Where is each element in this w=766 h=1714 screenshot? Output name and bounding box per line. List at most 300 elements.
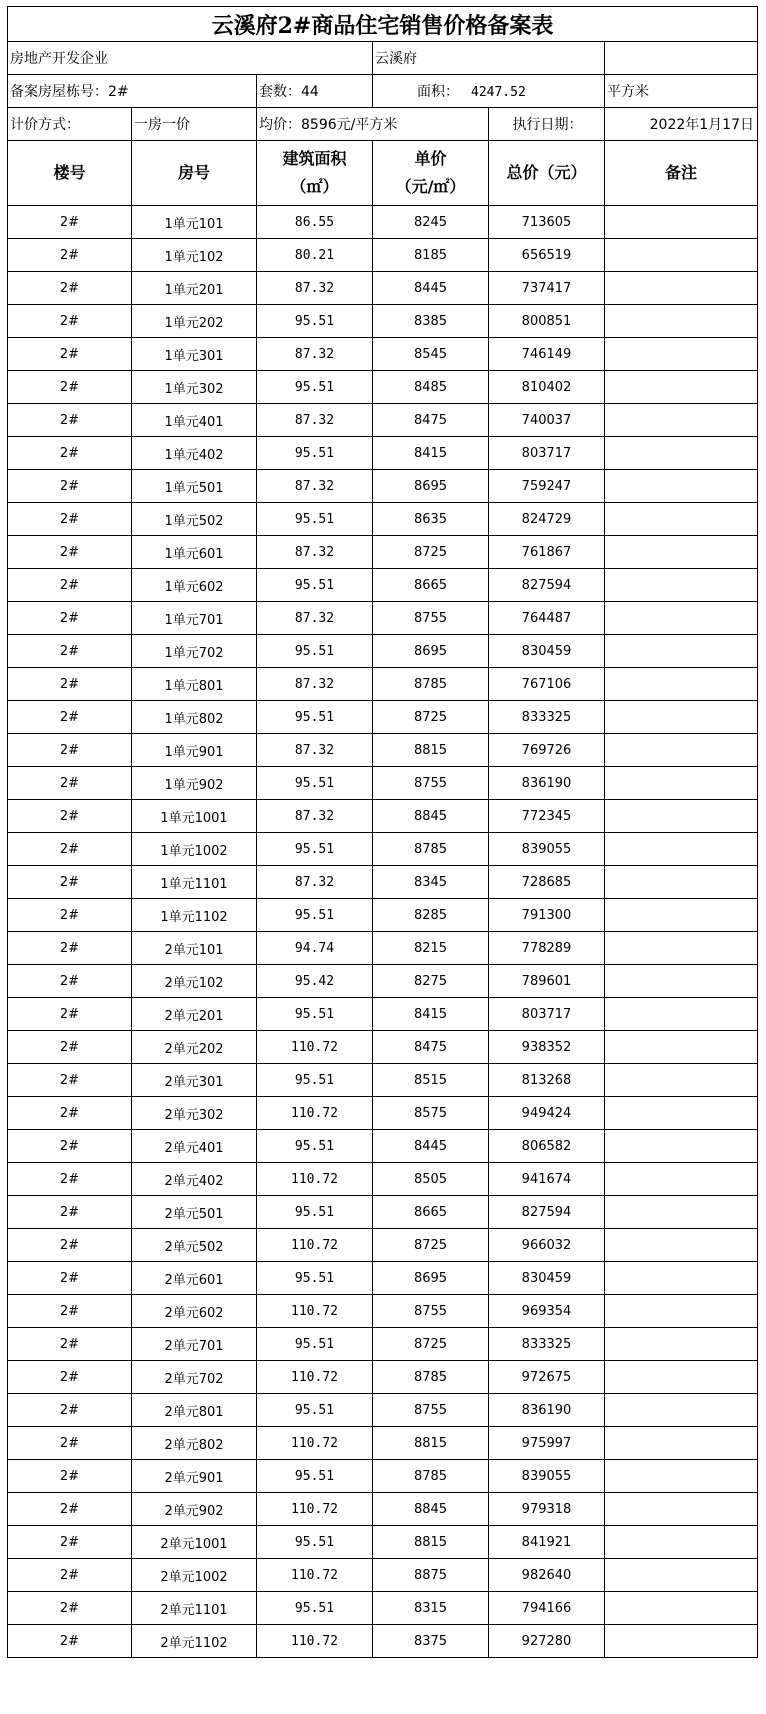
cell-building: 2# [8,305,132,338]
cell-total: 827594 [489,569,605,602]
col-remark-header: 备注 [605,141,758,206]
building-info-row [8,75,758,108]
cell-room: 2单元902 [132,1493,257,1526]
cell-total: 759247 [489,470,605,503]
cell-unit-price: 8475 [373,1031,489,1064]
cell-room: 1单元102 [132,239,257,272]
cell-total: 949424 [489,1097,605,1130]
cell-building: 2# [8,1460,132,1493]
cell-area: 95.51 [257,833,373,866]
cell-area: 110.72 [257,1427,373,1460]
cell-area: 95.51 [257,1262,373,1295]
cell-remark [605,272,758,305]
cell-room: 1单元401 [132,404,257,437]
cell-total: 836190 [489,1394,605,1427]
cell-total: 810402 [489,371,605,404]
cell-total: 841921 [489,1526,605,1559]
cell-room: 1单元801 [132,668,257,701]
pricing-value: 一房一价 [132,108,257,141]
table-row [8,1229,758,1262]
cell-remark [605,437,758,470]
cell-total: 789601 [489,965,605,998]
cell-building: 2# [8,767,132,800]
cell-area: 87.32 [257,404,373,437]
cell-unit-price: 8245 [373,206,489,239]
area-label: 面积： [417,84,459,100]
cell-building: 2# [8,404,132,437]
cell-room: 1单元301 [132,338,257,371]
cell-total: 803717 [489,437,605,470]
cell-remark [605,1427,758,1460]
cell-building: 2# [8,602,132,635]
cell-area: 94.74 [257,932,373,965]
table-row [8,1394,758,1427]
table-row [8,503,758,536]
cell-unit-price: 8695 [373,470,489,503]
cell-unit-price: 8755 [373,1295,489,1328]
table-row [8,1097,758,1130]
cell-total: 806582 [489,1130,605,1163]
cell-room: 1单元302 [132,371,257,404]
cell-total: 737417 [489,272,605,305]
avg-price: 均价：8596元/平方米 [257,108,489,141]
cell-unit-price: 8785 [373,1361,489,1394]
table-row [8,866,758,899]
table-row [8,701,758,734]
cell-building: 2# [8,1493,132,1526]
cell-remark [605,1394,758,1427]
cell-room: 2单元201 [132,998,257,1031]
cell-building: 2# [8,371,132,404]
cell-total: 803717 [489,998,605,1031]
cell-remark [605,1328,758,1361]
cell-area: 110.72 [257,1625,373,1658]
table-row [8,437,758,470]
table-row [8,965,758,998]
cell-room: 1单元702 [132,635,257,668]
table-row [8,932,758,965]
cell-remark [605,767,758,800]
cell-remark [605,1295,758,1328]
cell-area: 95.51 [257,701,373,734]
table-row [8,470,758,503]
cell-total: 927280 [489,1625,605,1658]
cell-total: 827594 [489,1196,605,1229]
cell-room: 2单元602 [132,1295,257,1328]
cell-area: 110.72 [257,1361,373,1394]
cell-area: 95.51 [257,305,373,338]
cell-unit-price: 8315 [373,1592,489,1625]
cell-total: 713605 [489,206,605,239]
table-row [8,239,758,272]
cell-remark [605,371,758,404]
cell-remark [605,965,758,998]
cell-area: 110.72 [257,1559,373,1592]
cell-room: 1单元802 [132,701,257,734]
cell-room: 1单元901 [132,734,257,767]
cell-unit-price: 8725 [373,1328,489,1361]
column-header-row [8,141,758,206]
cell-building: 2# [8,899,132,932]
cell-remark [605,1559,758,1592]
cell-building: 2# [8,437,132,470]
table-row [8,602,758,635]
cell-unit-price: 8725 [373,1229,489,1262]
col-area-header-line2: （㎡） [290,177,339,196]
cell-remark [605,503,758,536]
table-row [8,767,758,800]
title-row [8,7,758,42]
col-price-header-line1: 单价 [414,149,447,168]
cell-area: 110.72 [257,1097,373,1130]
cell-total: 800851 [489,305,605,338]
table-row [8,272,758,305]
cell-total: 830459 [489,1262,605,1295]
table-row [8,1559,758,1592]
cell-unit-price: 8415 [373,998,489,1031]
page-title: 云溪府2#商品住宅销售价格备案表 [8,7,758,42]
cell-building: 2# [8,701,132,734]
developer-row [8,42,758,75]
cell-total: 982640 [489,1559,605,1592]
cell-area: 95.51 [257,1130,373,1163]
cell-total: 966032 [489,1229,605,1262]
cell-building: 2# [8,1097,132,1130]
cell-room: 2单元901 [132,1460,257,1493]
cell-remark [605,1625,758,1658]
cell-building: 2# [8,569,132,602]
cell-remark [605,932,758,965]
cell-unit-price: 8275 [373,965,489,998]
cell-area: 110.72 [257,1295,373,1328]
cell-remark [605,701,758,734]
cell-unit-price: 8215 [373,932,489,965]
area-value: 4247.52 [471,85,526,100]
cell-area: 87.32 [257,734,373,767]
col-room-header: 房号 [132,141,257,206]
table-row [8,1328,758,1361]
cell-room: 1单元1102 [132,899,257,932]
cell-remark [605,1196,758,1229]
table-row [8,1361,758,1394]
table-row [8,899,758,932]
cell-remark [605,1592,758,1625]
cell-remark [605,1229,758,1262]
cell-room: 1单元1001 [132,800,257,833]
cell-area: 87.32 [257,866,373,899]
cell-building: 2# [8,734,132,767]
cell-unit-price: 8785 [373,668,489,701]
table-row [8,800,758,833]
cell-area: 110.72 [257,1493,373,1526]
cell-area: 110.72 [257,1031,373,1064]
table-row [8,569,758,602]
cell-area: 87.32 [257,668,373,701]
cell-area: 87.32 [257,338,373,371]
exec-date-label: 执行日期： [489,108,605,141]
cell-area: 95.51 [257,1328,373,1361]
cell-remark [605,1163,758,1196]
table-row [8,998,758,1031]
cell-unit-price: 8575 [373,1097,489,1130]
cell-area: 95.51 [257,1460,373,1493]
cell-unit-price: 8785 [373,833,489,866]
cell-total: 656519 [489,239,605,272]
cell-remark [605,602,758,635]
table-row [8,536,758,569]
cell-room: 1单元601 [132,536,257,569]
cell-unit-price: 8815 [373,1526,489,1559]
price-filing-table [7,6,758,1658]
cell-remark [605,668,758,701]
cell-total: 791300 [489,899,605,932]
cell-unit-price: 8875 [373,1559,489,1592]
cell-unit-price: 8845 [373,800,489,833]
pricing-label: 计价方式： [8,108,132,141]
cell-unit-price: 8785 [373,1460,489,1493]
cell-room: 2单元502 [132,1229,257,1262]
cell-area: 95.51 [257,899,373,932]
cell-room: 1单元101 [132,206,257,239]
units-label: 套数：44 [257,75,373,108]
cell-room: 2单元701 [132,1328,257,1361]
cell-building: 2# [8,1064,132,1097]
cell-building: 2# [8,1295,132,1328]
cell-area: 95.51 [257,1394,373,1427]
cell-unit-price: 8445 [373,1130,489,1163]
cell-total: 979318 [489,1493,605,1526]
cell-building: 2# [8,536,132,569]
table-row [8,1031,758,1064]
cell-unit-price: 8385 [373,305,489,338]
cell-room: 1单元1002 [132,833,257,866]
cell-unit-price: 8755 [373,602,489,635]
cell-unit-price: 8475 [373,404,489,437]
cell-area: 95.51 [257,371,373,404]
cell-area: 87.32 [257,536,373,569]
cell-remark [605,305,758,338]
cell-building: 2# [8,1328,132,1361]
cell-unit-price: 8635 [373,503,489,536]
cell-room: 1单元1101 [132,866,257,899]
cell-total: 769726 [489,734,605,767]
col-price-header-line2: （元/㎡） [395,177,466,196]
cell-room: 2单元801 [132,1394,257,1427]
cell-area: 95.51 [257,1196,373,1229]
cell-building: 2# [8,833,132,866]
cell-total: 813268 [489,1064,605,1097]
table-row [8,1427,758,1460]
col-area-header [257,141,373,206]
table-row [8,1493,758,1526]
cell-building: 2# [8,1559,132,1592]
col-area-header-line1: 建筑面积 [282,149,347,168]
cell-remark [605,800,758,833]
table-row [8,1163,758,1196]
table-row [8,1295,758,1328]
cell-building: 2# [8,1427,132,1460]
cell-room: 2单元401 [132,1130,257,1163]
cell-total: 794166 [489,1592,605,1625]
cell-room: 2单元101 [132,932,257,965]
cell-remark [605,1361,758,1394]
cell-total: 740037 [489,404,605,437]
cell-total: 833325 [489,701,605,734]
table-row [8,1526,758,1559]
cell-room: 2单元102 [132,965,257,998]
cell-room: 2单元301 [132,1064,257,1097]
cell-unit-price: 8725 [373,701,489,734]
cell-building: 2# [8,239,132,272]
table-row [8,1064,758,1097]
table-row [8,1592,758,1625]
cell-area: 95.51 [257,503,373,536]
cell-room: 1单元402 [132,437,257,470]
cell-unit-price: 8665 [373,569,489,602]
developer-label: 房地产开发企业 [8,42,373,75]
cell-building: 2# [8,1394,132,1427]
cell-total: 767106 [489,668,605,701]
cell-unit-price: 8285 [373,899,489,932]
table-row [8,404,758,437]
cell-area: 95.51 [257,569,373,602]
cell-room: 1单元902 [132,767,257,800]
cell-room: 2单元802 [132,1427,257,1460]
cell-unit-price: 8755 [373,1394,489,1427]
cell-unit-price: 8345 [373,866,489,899]
cell-area: 95.51 [257,1592,373,1625]
cell-room: 2单元1001 [132,1526,257,1559]
cell-room: 2单元402 [132,1163,257,1196]
cell-unit-price: 8695 [373,635,489,668]
area-unit: 平方米 [605,75,758,108]
cell-total: 975997 [489,1427,605,1460]
table-row [8,338,758,371]
cell-area: 95.51 [257,1526,373,1559]
cell-remark [605,338,758,371]
cell-remark [605,1262,758,1295]
col-price-header [373,141,489,206]
cell-building: 2# [8,206,132,239]
cell-remark [605,569,758,602]
cell-remark [605,239,758,272]
table-row [8,1130,758,1163]
cell-building: 2# [8,503,132,536]
cell-room: 2单元1002 [132,1559,257,1592]
table-row [8,1262,758,1295]
cell-unit-price: 8445 [373,272,489,305]
cell-area: 95.51 [257,767,373,800]
cell-unit-price: 8755 [373,767,489,800]
cell-total: 839055 [489,1460,605,1493]
cell-remark [605,635,758,668]
cell-remark [605,899,758,932]
table-row [8,734,758,767]
cell-room: 1单元502 [132,503,257,536]
cell-total: 836190 [489,767,605,800]
table-row [8,206,758,239]
cell-area: 95.51 [257,635,373,668]
cell-area: 87.32 [257,470,373,503]
cell-unit-price: 8545 [373,338,489,371]
table-row [8,371,758,404]
cell-total: 938352 [489,1031,605,1064]
project-name: 云溪府 [373,42,605,75]
cell-building: 2# [8,965,132,998]
cell-building: 2# [8,272,132,305]
cell-total: 772345 [489,800,605,833]
cell-room: 1单元602 [132,569,257,602]
cell-remark [605,206,758,239]
cell-area: 110.72 [257,1163,373,1196]
cell-total: 761867 [489,536,605,569]
cell-building: 2# [8,1196,132,1229]
cell-room: 2单元702 [132,1361,257,1394]
cell-total: 830459 [489,635,605,668]
cell-room: 1单元202 [132,305,257,338]
cell-area: 80.21 [257,239,373,272]
cell-building: 2# [8,800,132,833]
cell-remark [605,536,758,569]
cell-area: 87.32 [257,602,373,635]
cell-unit-price: 8845 [373,1493,489,1526]
cell-building: 2# [8,998,132,1031]
cell-remark [605,1460,758,1493]
cell-total: 833325 [489,1328,605,1361]
area-cell [373,75,605,108]
cell-remark [605,1031,758,1064]
cell-remark [605,866,758,899]
table-row [8,1460,758,1493]
cell-building: 2# [8,1031,132,1064]
table-row [8,668,758,701]
cell-area: 87.32 [257,272,373,305]
cell-room: 2单元601 [132,1262,257,1295]
exec-date: 2022年1月17日 [605,108,758,141]
cell-unit-price: 8665 [373,1196,489,1229]
cell-unit-price: 8485 [373,371,489,404]
cell-unit-price: 8725 [373,536,489,569]
cell-remark [605,1064,758,1097]
table-row [8,635,758,668]
cell-building: 2# [8,866,132,899]
developer-row-empty-cell [605,42,758,75]
cell-remark [605,734,758,767]
cell-building: 2# [8,668,132,701]
cell-room: 2单元1101 [132,1592,257,1625]
cell-remark [605,1493,758,1526]
pricing-row [8,108,758,141]
cell-unit-price: 8505 [373,1163,489,1196]
cell-total: 764487 [489,602,605,635]
cell-area: 95.51 [257,1064,373,1097]
table-row [8,833,758,866]
cell-unit-price: 8375 [373,1625,489,1658]
cell-room: 1单元701 [132,602,257,635]
cell-building: 2# [8,1526,132,1559]
cell-total: 824729 [489,503,605,536]
cell-building: 2# [8,1262,132,1295]
cell-total: 728685 [489,866,605,899]
cell-building: 2# [8,1130,132,1163]
cell-area: 95.51 [257,437,373,470]
building-label: 备案房屋栋号：2# [8,75,257,108]
cell-total: 839055 [489,833,605,866]
cell-building: 2# [8,932,132,965]
cell-area: 86.55 [257,206,373,239]
cell-remark [605,1130,758,1163]
cell-remark [605,470,758,503]
